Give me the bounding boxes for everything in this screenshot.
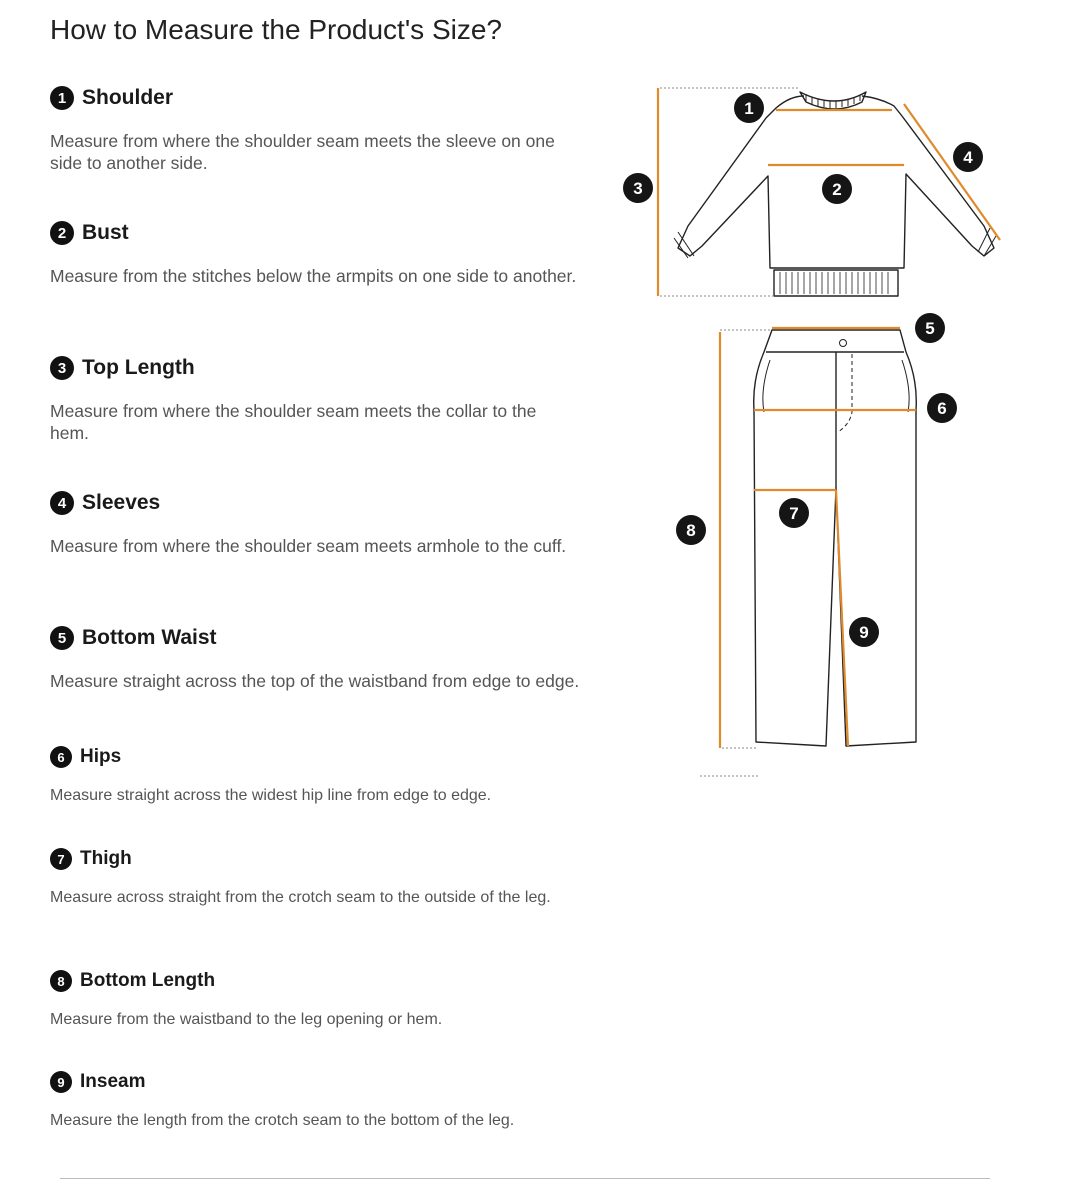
item-heading: Bottom Waist — [82, 626, 217, 649]
step-number-badge: 6 — [50, 746, 72, 768]
marker-1 — [734, 93, 764, 123]
step-number-badge: 7 — [50, 848, 72, 870]
guide-lines — [660, 88, 800, 776]
measure-item-hips — [50, 746, 590, 806]
marker-8 — [676, 515, 706, 545]
measure-item-bottom-length — [50, 970, 590, 1030]
svg-text:8: 8 — [686, 521, 696, 540]
step-number-badge: 3 — [50, 356, 74, 380]
item-heading: Hips — [80, 746, 122, 767]
item-description: Measure the length from the crotch seam to the bottom of the leg. — [50, 1112, 515, 1129]
step-number-badge: 4 — [50, 491, 74, 515]
item-description: Measure from where the shoulder seam meets armhole to the cuff. — [50, 536, 567, 556]
svg-text:9: 9 — [859, 623, 869, 642]
step-number-badge: 1 — [50, 86, 74, 110]
item-description: Measure across straight from the crotch seam to the outside of the leg. — [50, 889, 551, 906]
svg-text:1: 1 — [744, 99, 754, 118]
item-heading: Thigh — [80, 848, 132, 869]
item-description: Measure straight across the widest hip line from edge to edge. — [50, 787, 492, 804]
item-description: Measure from where the shoulder seam meets the collar to the hem. — [50, 401, 537, 443]
measure-item-inseam — [50, 1071, 590, 1131]
svg-text:3: 3 — [633, 179, 643, 198]
pants-outline — [754, 330, 917, 746]
marker-4 — [953, 142, 983, 172]
step-number-badge: 5 — [50, 626, 74, 650]
item-heading: Bust — [82, 221, 129, 244]
svg-text:4: 4 — [963, 148, 973, 167]
svg-text:7: 7 — [789, 504, 799, 523]
measure-item-thigh — [50, 848, 590, 908]
item-heading: Shoulder — [82, 86, 174, 109]
measure-item-sleeves — [50, 491, 590, 557]
measure-item-top-length — [50, 356, 590, 444]
marker-3 — [623, 173, 653, 203]
item-description: Measure from the waistband to the leg opening or hem. — [50, 1011, 443, 1028]
item-description: Measure straight across the top of the waistband from edge to edge. — [50, 671, 580, 691]
step-number-badge: 9 — [50, 1071, 72, 1093]
svg-text:6: 6 — [937, 399, 947, 418]
step-number-badge: 8 — [50, 970, 72, 992]
size-diagram — [600, 70, 1020, 790]
bottom-divider — [60, 1178, 990, 1179]
marker-5 — [915, 313, 945, 343]
item-heading: Bottom Length — [80, 970, 216, 991]
item-heading: Sleeves — [82, 491, 161, 514]
marker-9 — [849, 617, 879, 647]
item-description: Measure from the stitches below the armpits on one side to another. — [50, 266, 577, 286]
svg-text:2: 2 — [832, 180, 842, 199]
measure-item-bust — [50, 221, 590, 287]
item-description: Measure from where the shoulder seam meets the sleeve on one side to another side. — [50, 131, 555, 173]
step-number-badge: 2 — [50, 221, 74, 245]
marker-7 — [779, 498, 809, 528]
marker-2 — [822, 174, 852, 204]
marker-6 — [927, 393, 957, 423]
item-heading: Inseam — [80, 1071, 146, 1092]
measure-item-bottom-waist — [50, 626, 590, 692]
svg-text:5: 5 — [925, 319, 935, 338]
page-title: How to Measure the Product's Size? — [50, 14, 503, 45]
measure-item-shoulder — [50, 86, 590, 174]
item-heading: Top Length — [82, 356, 195, 379]
